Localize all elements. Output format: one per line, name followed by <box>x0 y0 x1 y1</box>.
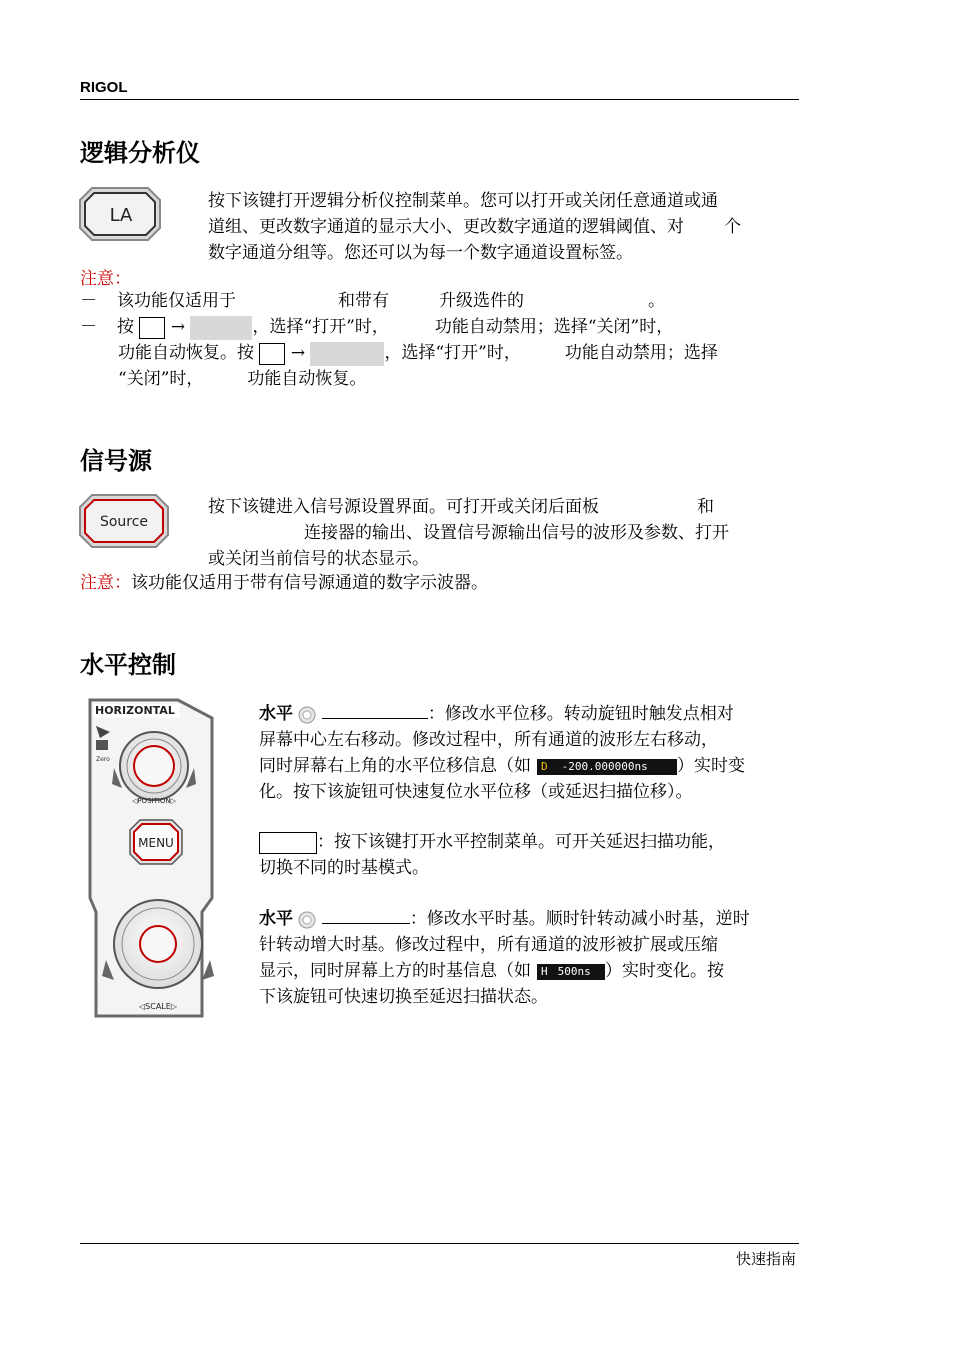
note1-text-d: 。 <box>648 291 665 311</box>
scale-line4: 下该旋钮可快速切换至延迟扫描状态。 <box>259 987 548 1007</box>
pos-line3-b: ）实时变 <box>677 756 745 776</box>
pos-line1 <box>259 700 799 727</box>
arrow-right-icon: → <box>170 317 186 337</box>
scale-rotate-right-icon <box>202 960 214 980</box>
panel-label-horizontal: HORIZONTAL <box>95 704 175 717</box>
source-button-icon <box>78 493 170 549</box>
panel-label-zero: Zero <box>96 756 110 763</box>
scale-display-example <box>537 964 605 980</box>
pos-display-tag: D <box>541 759 548 773</box>
bullet-dash: － <box>80 291 97 311</box>
menu-line1 <box>259 829 799 855</box>
note3-text-a: 功能自动恢复。按 <box>118 343 254 363</box>
note3-text-c: 功能自动禁用；选择 <box>564 343 718 363</box>
pos-display-example <box>537 759 677 775</box>
la-desc-line2-text: 道组、更改数字通道的显示大小、更改数字通道的逻辑阈值、对 <box>208 217 684 237</box>
bullet-dash: － <box>80 317 97 337</box>
scale-line3 <box>259 958 799 984</box>
la-note-item-2 <box>80 314 800 340</box>
scale-line3-a: 显示，同时屏幕上方的时基信息（如 <box>259 961 531 981</box>
source-note-text: 该功能仅适用于带有信号源通道的数字示波器。 <box>131 573 488 593</box>
note1-text-c: 升级选件的 <box>439 291 524 311</box>
pos-bold-label: 水平 <box>259 704 293 724</box>
section-title-source: 信号源 <box>80 447 152 475</box>
pos-line1-text: ：修改水平位移。转动旋钮时触发点相对 <box>427 704 734 724</box>
panel-label-scale: ◁SCALE▷ <box>139 1002 177 1011</box>
note2-text-b: ，选择“打开”时， <box>252 317 389 337</box>
footer-rule <box>80 1243 799 1244</box>
pos-line3 <box>259 753 799 779</box>
la-desc-line2 <box>208 214 800 240</box>
la-note-item-1 <box>80 288 800 314</box>
section-title-la: 逻辑分析仪 <box>80 139 200 167</box>
footer-text: 快速指南 <box>735 1250 796 1268</box>
source-desc-line2-text: 连接器的输出、设置信号源输出信号的波形及参数、打开 <box>304 523 729 543</box>
la-desc-line3: 数字通道分组等。您还可以为每一个数字通道设置标签。 <box>208 243 633 263</box>
source-desc-line2 <box>208 520 800 546</box>
la-desc-line1: 按下该键打开逻辑分析仪控制菜单。您可以打开或关闭任意通道或通 <box>208 191 718 211</box>
source-desc-line1 <box>208 494 800 520</box>
source-desc-line3: 或关闭当前信号的状态显示。 <box>208 549 429 569</box>
note3-text-b: ，选择“打开”时， <box>384 343 521 363</box>
la-desc-line2-end: 个 <box>724 217 741 237</box>
note4-text-b: 功能自动恢复。 <box>247 369 367 389</box>
panel-label-position: ◁POSITION▷ <box>131 797 177 805</box>
knob-icon <box>298 706 316 724</box>
source-note-label: 注意： <box>80 573 131 593</box>
pos-display-value: -200.000000ns <box>561 759 648 773</box>
source-note <box>80 570 488 596</box>
scale-line1-text: ：修改水平时基。顺时针转动减小时基，逆时 <box>409 909 750 929</box>
section-title-horizontal: 水平控制 <box>80 651 176 679</box>
scale-line3-b: ）实时变化。按 <box>605 961 724 981</box>
arrow-right-icon: → <box>290 343 306 363</box>
knob-name-blank <box>322 905 410 924</box>
knob-name-blank <box>322 700 428 719</box>
menu-line1-text: ：按下该键打开水平控制菜单。可开关延迟扫描功能， <box>317 832 725 852</box>
menu-key-box <box>259 832 317 854</box>
pos-line4: 化。按下该旋钮可快速复位水平位移（或延迟扫描位移）。 <box>259 782 693 802</box>
menu-line2: 切换不同的时基模式。 <box>259 858 429 878</box>
horizontal-panel-image <box>86 698 216 1020</box>
scale-display-value: 500ns <box>557 964 591 978</box>
source-desc-line1-a: 按下该键进入信号源设置界面。可打开或关闭后面板 <box>208 497 599 517</box>
la-note-item-2-cont <box>80 340 800 366</box>
scale-display-tag: H <box>541 964 548 978</box>
source-button-label: Source <box>99 514 149 530</box>
pos-line3-a: 同时屏幕右上角的水平位移信息（如 <box>259 756 531 776</box>
note2-text-a: 按 <box>117 317 134 337</box>
panel-label-menu: MENU <box>138 836 174 850</box>
scale-bold-label: 水平 <box>259 909 293 929</box>
brand-header: RIGOL <box>80 79 128 96</box>
note1-text-b: 和带有 <box>338 291 389 311</box>
key-box <box>259 343 285 365</box>
la-note-list <box>80 288 800 392</box>
zero-base-icon <box>96 740 108 750</box>
header-rule <box>80 99 799 100</box>
la-button-icon <box>78 186 162 242</box>
key-box <box>139 317 165 339</box>
menu-softkey-placeholder <box>190 316 252 340</box>
la-note-label: 注意： <box>80 269 131 289</box>
note2-text-c: 功能自动禁用；选择“关闭”时， <box>434 317 674 337</box>
menu-softkey-placeholder <box>310 342 384 366</box>
note1-text-a: 该功能仅适用于 <box>117 291 236 311</box>
note4-text-a: “关闭”时， <box>118 369 204 389</box>
source-desc-line1-b: 和 <box>697 497 714 517</box>
knob-icon <box>298 911 316 929</box>
scale-line2: 针转动增大时基。修改过程中，所有通道的波形被扩展或压缩 <box>259 935 718 955</box>
la-button-label: LA <box>109 205 133 226</box>
la-note-item-2-cont2 <box>80 366 800 392</box>
pos-line2: 屏幕中心左右移动。修改过程中，所有通道的波形左右移动， <box>259 730 718 750</box>
scale-line1 <box>259 905 799 932</box>
